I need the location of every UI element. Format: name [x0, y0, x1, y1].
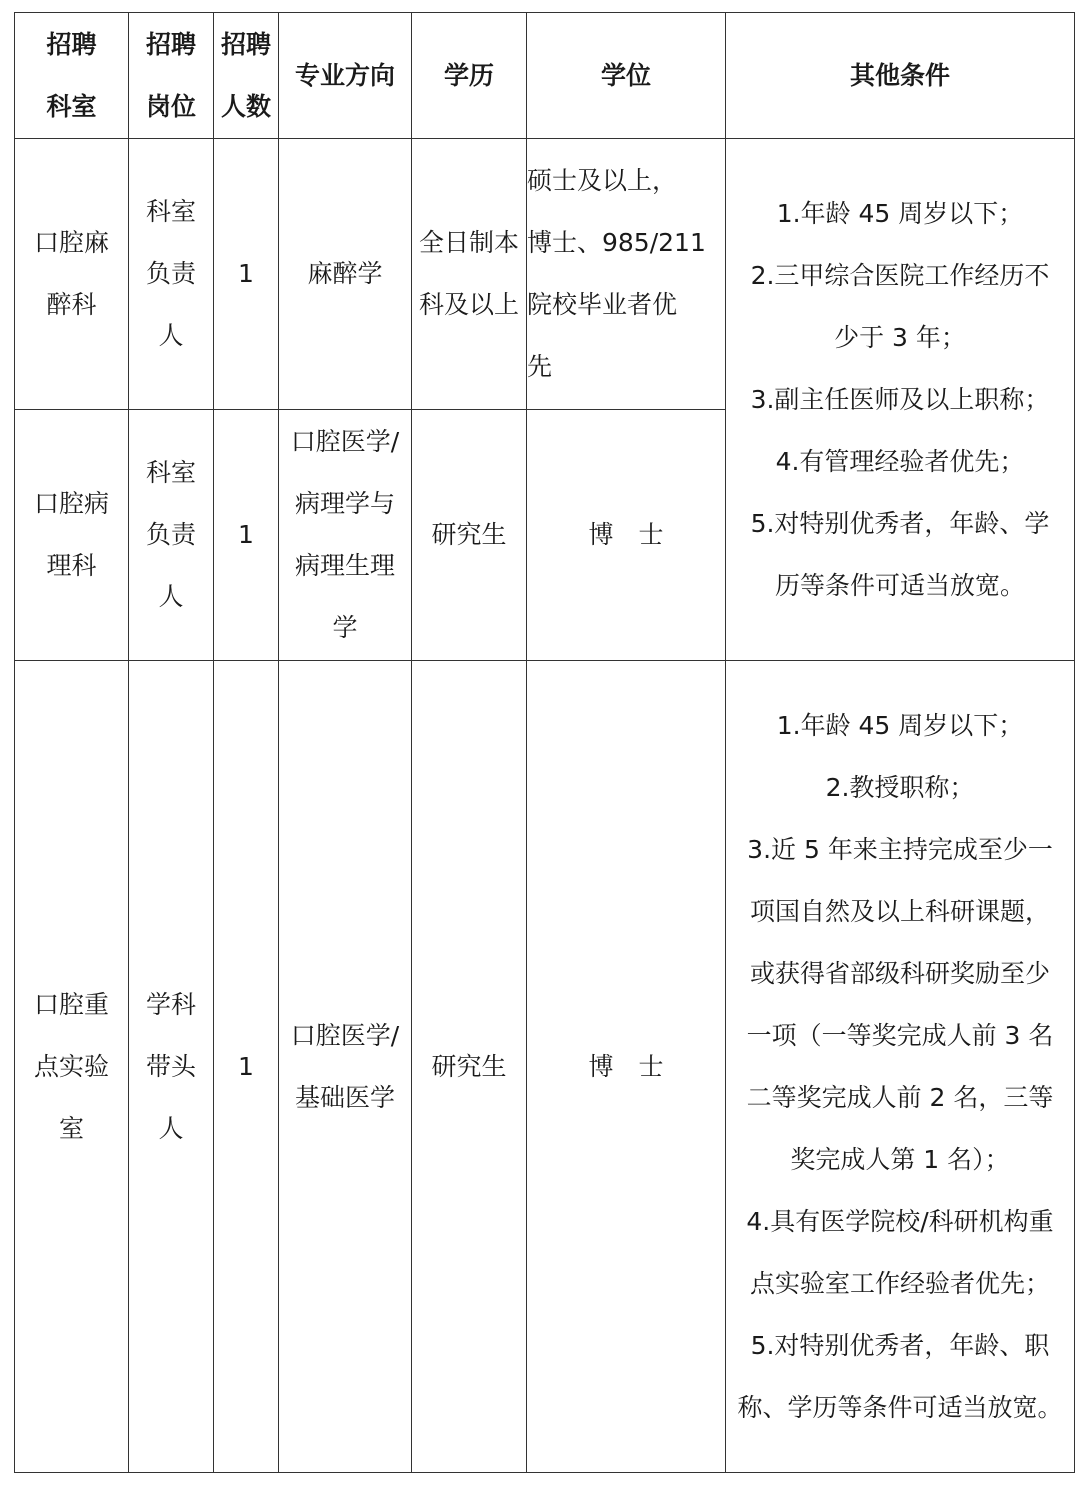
- cell-major: 口腔医学/ 病理学与 病理生理 学: [279, 410, 412, 661]
- header-education: 学历: [412, 13, 527, 139]
- cell-conditions-b: 1.年龄 45 周岁以下； 2.教授职称； 3.近 5 年来主持完成至少一 项国自然及以上科研课题， 或获得省部级科研奖励至少 一项（一等奖完成人前 3 名 二等奖完成人前 2 名，三等 奖完成人第 1 名）； 4.具有医学院校/科研机构重 点实验室工作经验者优先； 5.对特别优秀者，年龄、职 称、学历等条件可适当放宽。: [726, 661, 1075, 1473]
- header-row: [15, 13, 1075, 139]
- cell-dept: 口腔病 理科: [15, 410, 129, 661]
- cell-degree: 硕士及以上， 博士、985/211 院校毕业者优 先: [527, 139, 726, 410]
- cell-post: 科室 负责 人: [129, 410, 214, 661]
- header-conditions: 其他条件: [726, 13, 1075, 139]
- cell-major: 口腔医学/ 基础医学: [279, 661, 412, 1473]
- cell-count: 1: [214, 661, 279, 1473]
- header-count: 招聘 人数: [214, 13, 279, 139]
- cell-education: 研究生: [412, 410, 527, 661]
- cell-count: 1: [214, 139, 279, 410]
- cell-education: 全日制本 科及以上: [412, 139, 527, 410]
- cell-major: 麻醉学: [279, 139, 412, 410]
- cell-degree: 博 士: [527, 410, 726, 661]
- table-row: [15, 661, 1075, 1473]
- cell-count: 1: [214, 410, 279, 661]
- header-degree: 学位: [527, 13, 726, 139]
- header-post: 招聘 岗位: [129, 13, 214, 139]
- cell-conditions-a: 1.年龄 45 周岁以下； 2.三甲综合医院工作经历不 少于 3 年； 3.副主任医师及以上职称； 4.有管理经验者优先； 5.对特别优秀者，年龄、学 历等条件可适当放宽。: [726, 139, 1075, 661]
- cell-education: 研究生: [412, 661, 527, 1473]
- header-major: 专业方向: [279, 13, 412, 139]
- cell-degree: 博 士: [527, 661, 726, 1473]
- header-dept: 招聘 科室: [15, 13, 129, 139]
- cell-dept: 口腔重 点实验 室: [15, 661, 129, 1473]
- cell-post: 学科 带头 人: [129, 661, 214, 1473]
- cell-dept: 口腔麻 醉科: [15, 139, 129, 410]
- table-row: [15, 139, 1075, 410]
- cell-post: 科室 负责 人: [129, 139, 214, 410]
- recruitment-table: [14, 12, 1075, 1473]
